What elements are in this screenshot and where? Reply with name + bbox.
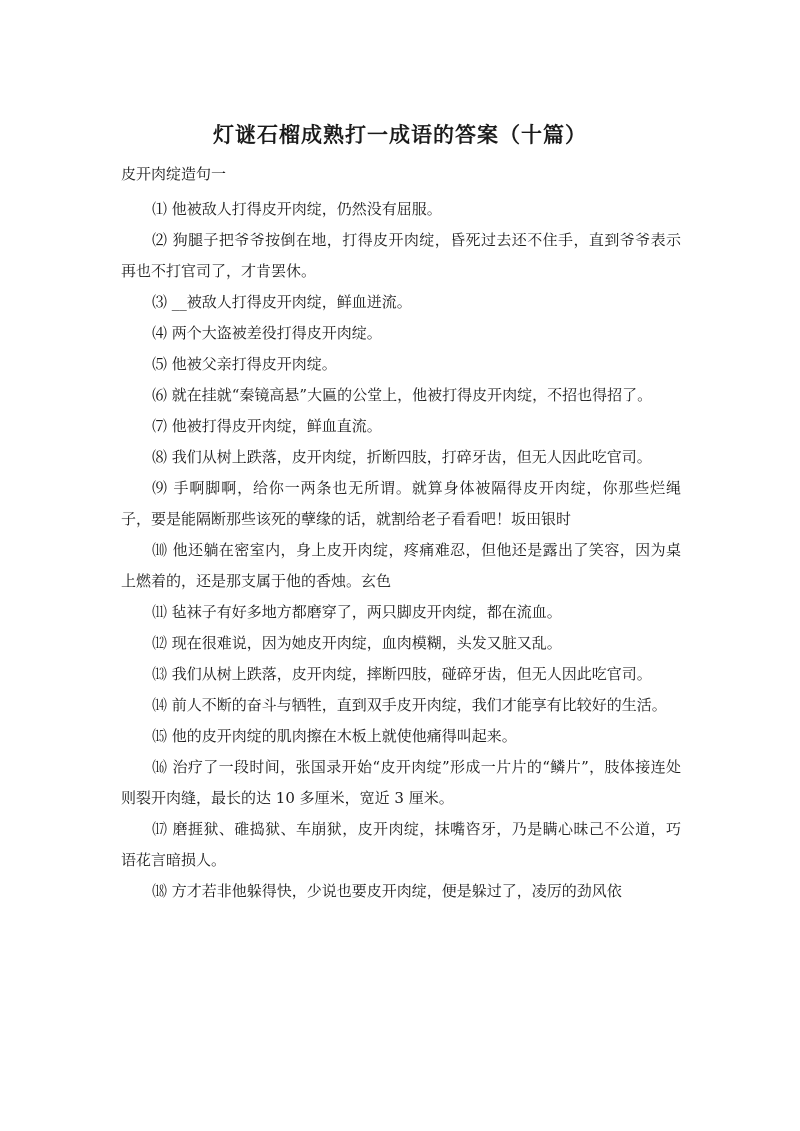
sentence-item: ⒃ 治疗了一段时间，张国录开始“皮开肉绽”形成一片片的“鳞片”，肢体接连处则裂开肉缝，最长的达 10 多厘米，宽近 3 厘米。 bbox=[121, 758, 681, 807]
sentence-item: ⑻ 我们从树上跌落，皮开肉绽，折断四肢，打碎牙齿，但无人因此吃官司。 bbox=[152, 448, 652, 466]
sentence-item: ⒄ 磨捱狱、碓捣狱、车崩狱，皮开肉绽，抹嘴咨牙，乃是瞒心昧己不公道，巧语花言暗损人。 bbox=[121, 820, 681, 869]
sentence-item: ⑾ 毡袜子有好多地方都磨穿了，两只脚皮开肉绽，都在流血。 bbox=[152, 603, 562, 621]
sentence-item: ⒂ 他的皮开肉绽的肌肉擦在木板上就使他痛得叫起来。 bbox=[152, 727, 517, 745]
sentence-item: ⑶ __被敌人打得皮开肉绽，鲜血迸流。 bbox=[152, 293, 412, 311]
document-title: 灯谜石榴成熟打一成语的答案（十篇） bbox=[213, 123, 587, 147]
sentence-item: ⑵ 狗腿子把爷爷按倒在地，打得皮开肉绽，昏死过去还不住手，直到爷爷表示再也不打官司了，才肯罢休。 bbox=[121, 231, 681, 280]
sentence-item: ⑹ 就在挂就“秦镜高悬”大匾的公堂上，他被打得皮开肉绽，不招也得招了。 bbox=[152, 386, 653, 404]
sentence-item: ⒁ 前人不断的奋斗与牺牲，直到双手皮开肉绽，我们才能享有比较好的生活。 bbox=[152, 696, 667, 714]
sentence-item: ⑼ 手啊脚啊，给你一两条也无所谓。就算身体被隔得皮开肉绽，你那些烂绳子，要是能隔断那些该死的孽缘的话，就割给老子看看吧！坂田银时 bbox=[121, 479, 681, 528]
sentence-item: ⑴ 他被敌人打得皮开肉绽，仍然没有屈服。 bbox=[152, 200, 442, 218]
sentence-item: ⑺ 他被打得皮开肉绽，鲜血直流。 bbox=[152, 417, 382, 435]
sentence-item: ⒅ 方才若非他躲得快，少说也要皮开肉绽，便是躲过了，凌厉的劲风依 bbox=[152, 882, 622, 900]
sentence-item: ⑽ 他还躺在密室内，身上皮开肉绽，疼痛难忍，但他还是露出了笑容，因为桌上燃着的，还是那支属于他的香烛。玄色 bbox=[121, 541, 681, 590]
sentence-item: ⒀ 我们从树上跌落，皮开肉绽，摔断四肢，碰碎牙齿，但无人因此吃官司。 bbox=[152, 665, 652, 683]
sentence-item: ⑸ 他被父亲打得皮开肉绽。 bbox=[152, 355, 337, 373]
sentence-item: ⑿ 现在很难说，因为她皮开肉绽，血肉模糊，头发又脏又乱。 bbox=[152, 634, 562, 652]
sentence-item: ⑷ 两个大盗被差役打得皮开肉绽。 bbox=[152, 324, 382, 342]
section-heading: 皮开肉绽造句一 bbox=[121, 165, 227, 183]
sentence-list bbox=[121, 194, 681, 907]
